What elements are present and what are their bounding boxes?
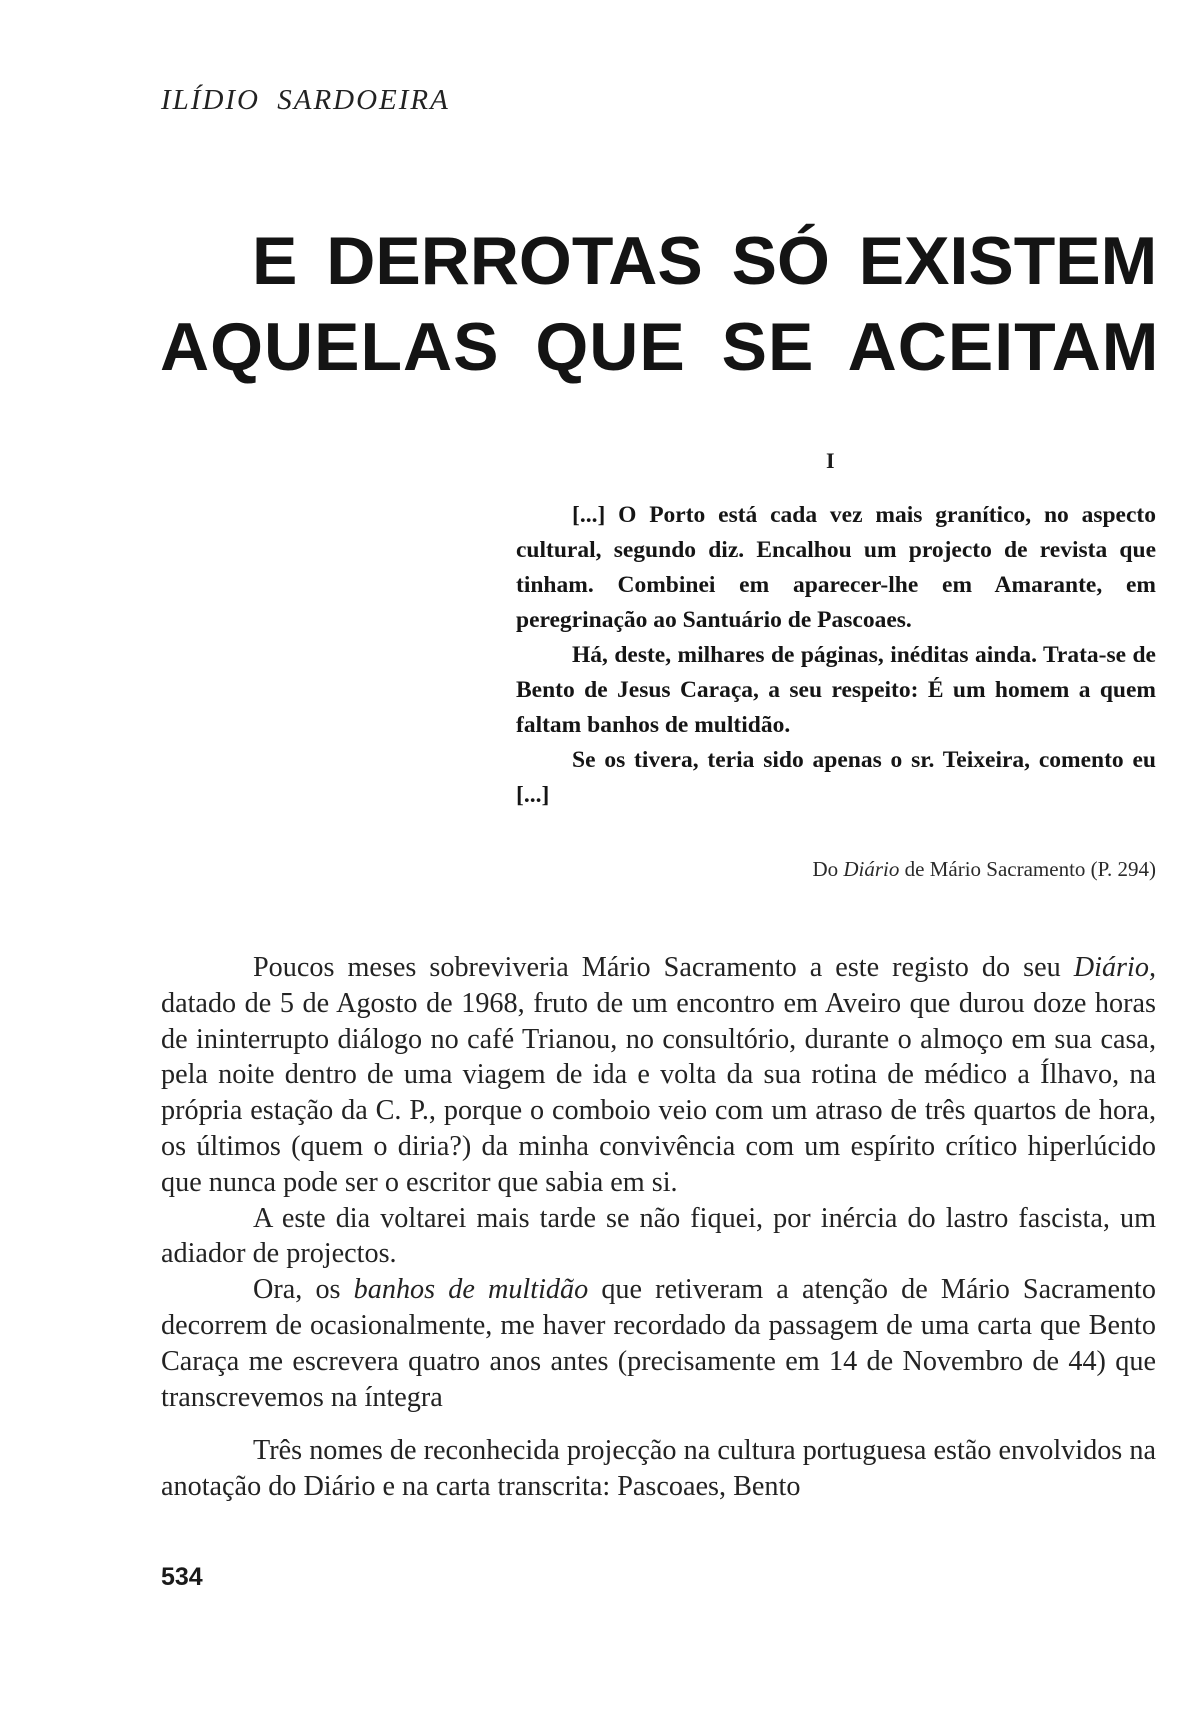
source-suffix: de Mário Sacramento (P. 294) [899, 857, 1156, 881]
source-prefix: Do [812, 857, 844, 881]
title-line-1: E DERROTAS SÓ EXISTEM [252, 223, 1158, 299]
title-line-2: AQUELAS QUE SE ACEITAM [160, 309, 1160, 385]
article-body [161, 950, 1156, 1505]
body-italic-text: banhos de multidão [353, 1274, 589, 1306]
epigraph-paragraph: Há, deste, milhares de páginas, inéditas ainda. Trata-se de Bento de Jesus Caraça, a seu respeito: É um homem a quem faltam banhos de multidão. [516, 642, 1156, 738]
article-title [160, 218, 1160, 390]
epigraph-paragraph: Se os tivera, teria sido apenas o sr. Teixeira, comento eu [...] [516, 747, 1156, 808]
epigraph-paragraph: [...] O Porto está cada vez mais granítico, no aspecto cultural, segundo diz. Encalhou um projecto de revista que tinham. Combinei em aparecer-lhe em Amarante, em peregrinação ao Santuário de Pascoaes. [516, 502, 1156, 633]
body-text: Poucos meses sobreviveria Mário Sacramento a este registo do seu [253, 952, 1074, 983]
epigraph-source [680, 857, 1156, 882]
body-paragraph: Três nomes de reconhecida projecção na cultura portuguesa estão envolvidos na anotação do Diário e na carta transcrita: Pascoaes, Bento [161, 1435, 1156, 1503]
section-numeral: I [826, 448, 835, 473]
page-number: 534 [161, 1563, 203, 1591]
source-title: Diário [843, 857, 900, 881]
author-name: ILÍDIO SARDOEIRA [161, 84, 450, 116]
body-text: datado de 5 de Agosto de 1968, fruto de um encontro em Aveiro que durou doze horas de ininterrupto diálogo no café Trianou, no consultório, durante o almoço em sua casa, pela noite dentro de uma viagem de ida e volta da sua rotina de médico a Ílhavo, na própria estação da C. P., porque o comboio veio com um atraso de três quartos de hora, os últimos (quem o diria?) da minha convivência com um espírito crítico hiperlúcido que nunca pode ser o escritor que sabia em si. [161, 987, 1156, 1198]
body-paragraph [161, 950, 1156, 1201]
body-text: Ora, os [253, 1274, 354, 1306]
body-italic-text: Diário, [1073, 952, 1156, 983]
body-text: que retiveram a atenção de Mário Sacramento decorrem de ocasionalmente, me haver recordado da passagem de uma carta que Bento Caraça me escrevera quatro anos antes (precisamente em 14 de Novembro de 44) que transcrevemos na íntegra [161, 1274, 1156, 1413]
body-paragraph: A este dia voltarei mais tarde se não fiquei, por inércia do lastro fascista, um adiador de projectos. [161, 1202, 1156, 1270]
epigraph-quote [516, 498, 1156, 813]
body-paragraph [161, 1272, 1156, 1415]
